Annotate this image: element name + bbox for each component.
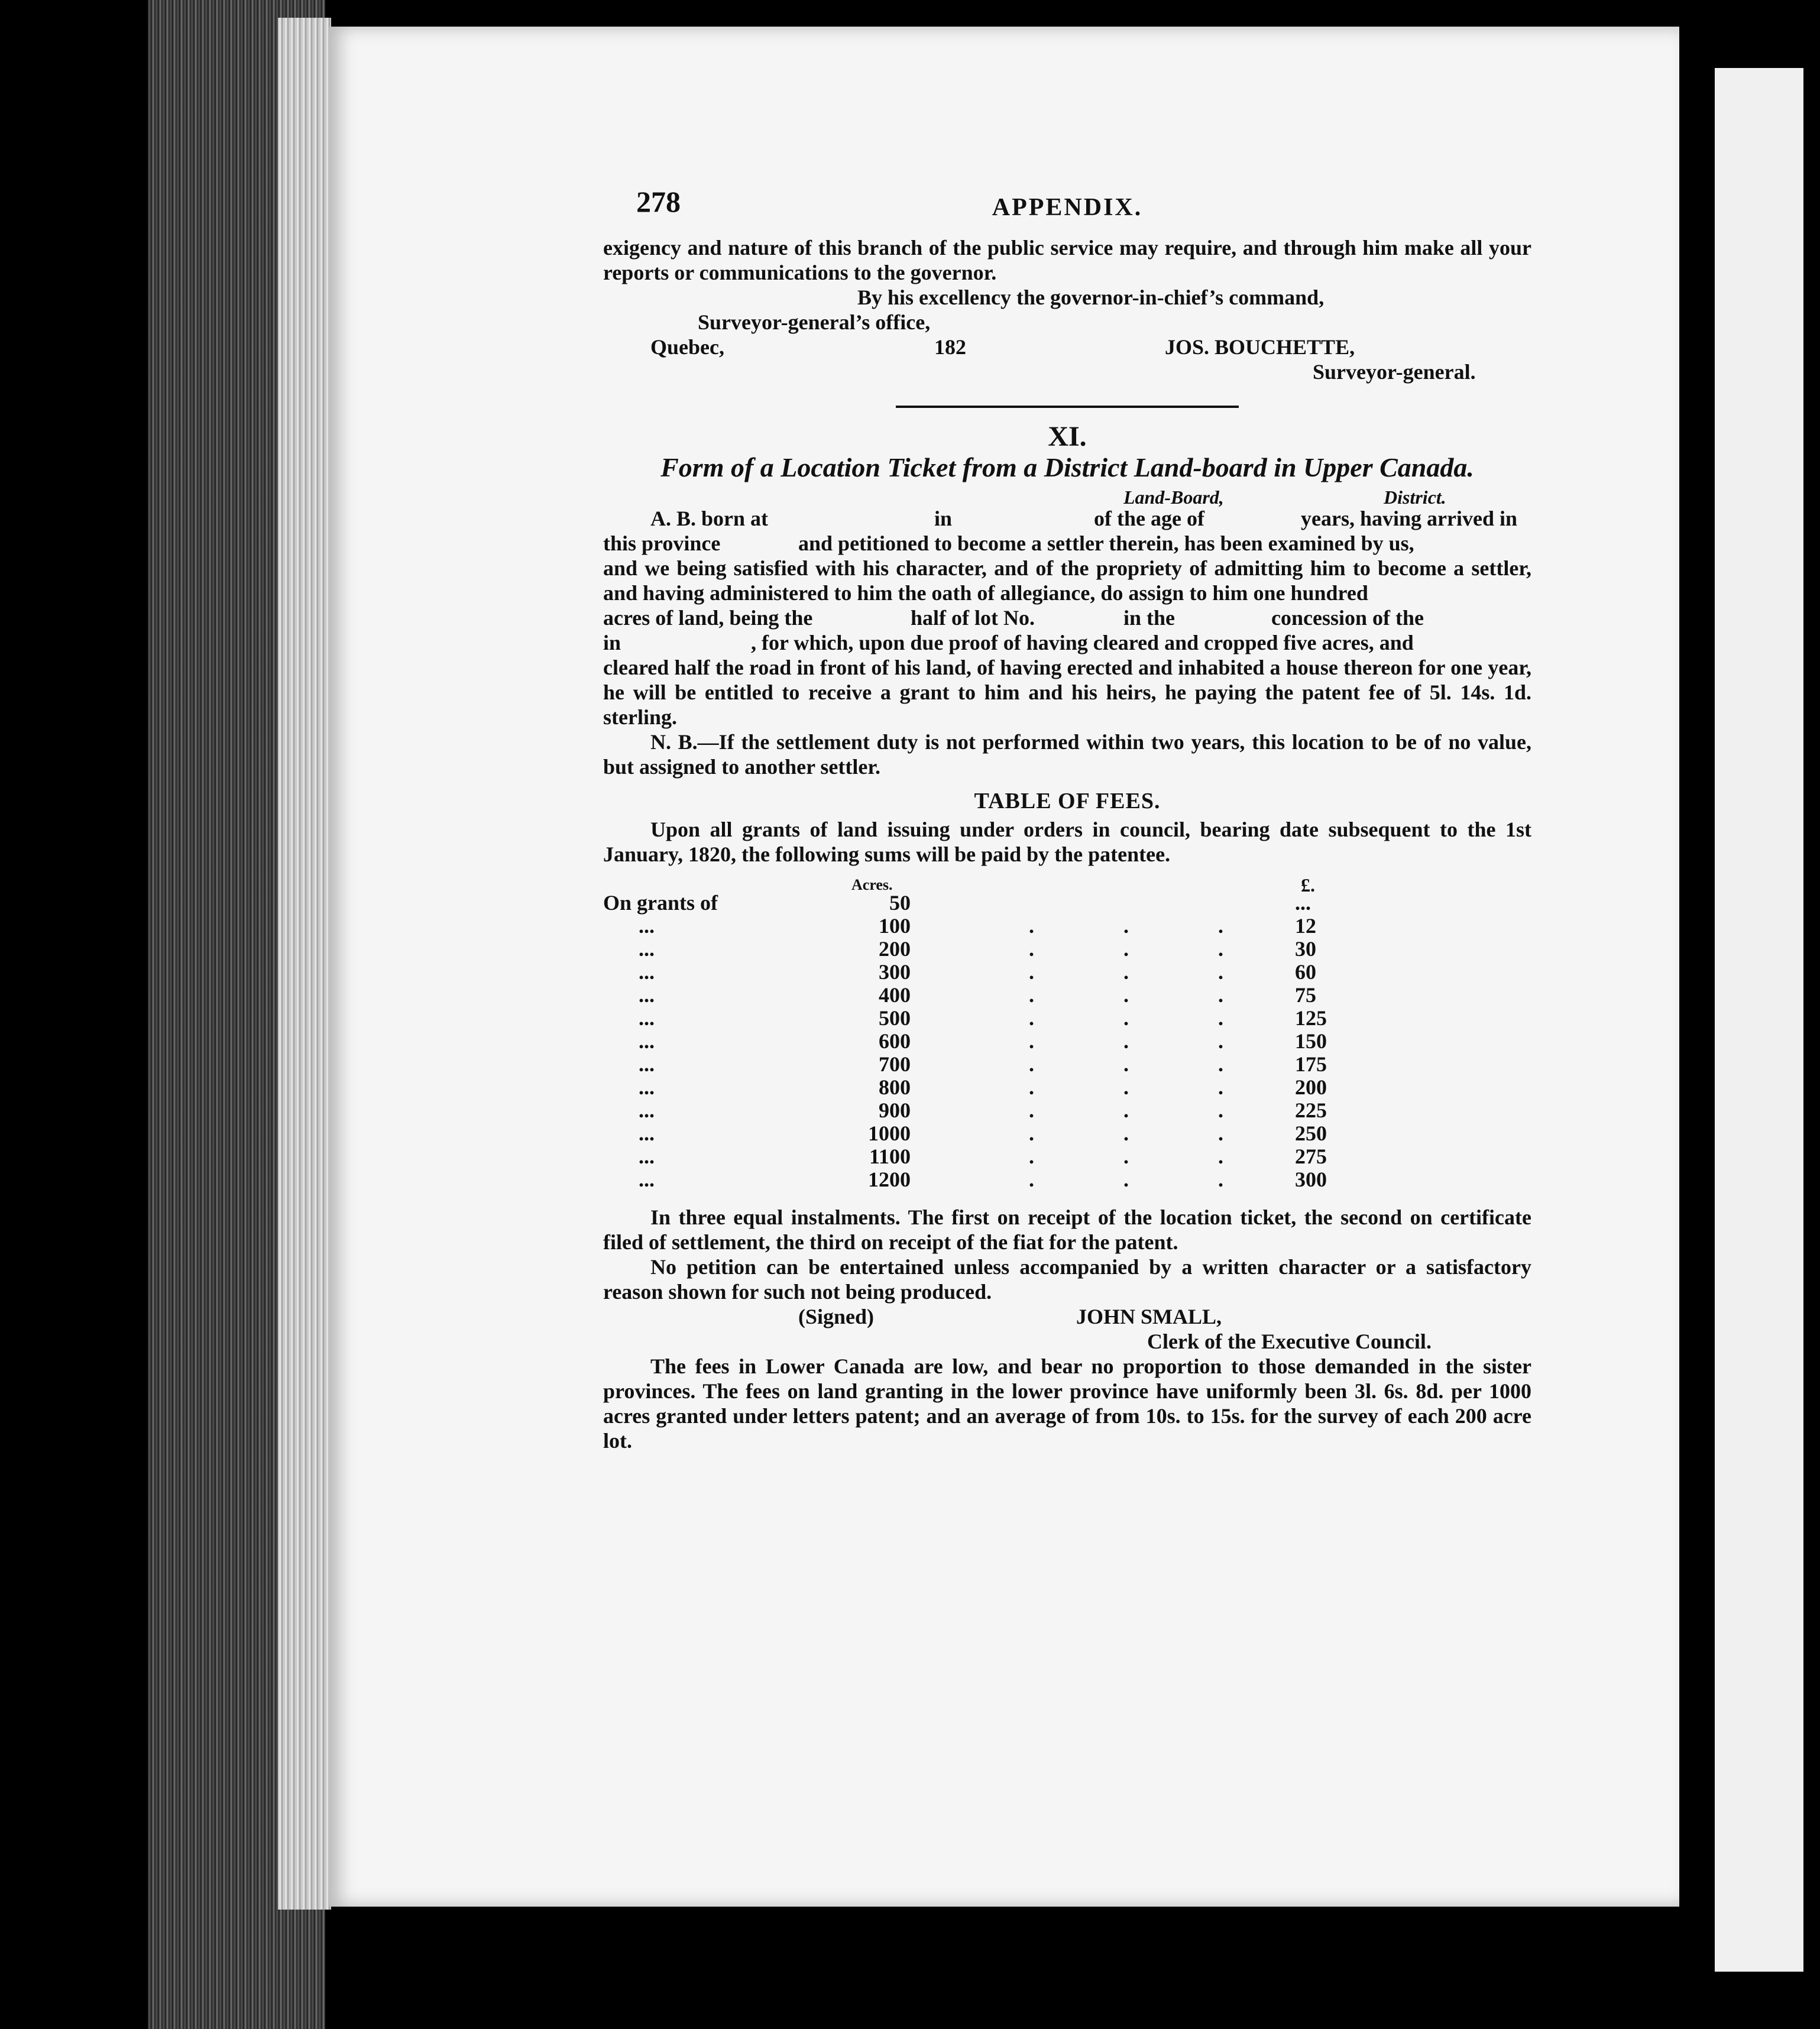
grant-label: On grants of: [603, 891, 718, 915]
leader-dot: .: [1123, 1029, 1129, 1053]
acres-value: 900: [879, 1098, 911, 1122]
ticket-fragment: years, having arrived in: [1301, 507, 1517, 530]
land-board-label: Land-Board,: [1123, 487, 1224, 508]
leader-dot: .: [1218, 1006, 1223, 1030]
district-label: District.: [1384, 487, 1446, 508]
page-number: 278: [636, 185, 681, 218]
fee-value: ...: [1295, 891, 1311, 915]
leader-dot: .: [1218, 1122, 1223, 1145]
leader-dot: .: [1218, 1029, 1223, 1053]
acres-value: 50: [889, 891, 911, 915]
leader-dot: .: [1029, 1145, 1034, 1168]
leader-dot: .: [1029, 937, 1034, 961]
leader-dot: .: [1218, 1075, 1223, 1099]
closing-signer: JOHN SMALL,: [1076, 1305, 1222, 1328]
leader-dot: .: [1029, 1122, 1034, 1145]
fees-intro: Upon all grants of land issuing under orders in council, bearing date subsequent to the 1st January, 1820, the following sums will be paid by the patentee.: [603, 818, 1531, 866]
fees-table-row: [603, 1075, 1531, 1098]
form-subheading: [603, 485, 1531, 506]
ticket-fragment: and petitioned to become a settler therein, has been examined by us,: [798, 531, 1414, 555]
leader-dot: .: [1123, 1145, 1129, 1168]
fee-value: 300: [1295, 1168, 1327, 1191]
leader-dot: .: [1218, 1145, 1223, 1168]
ticket-line-2: [603, 531, 1531, 556]
grant-label: ...: [639, 1075, 655, 1099]
leader-dot: .: [1123, 1075, 1129, 1099]
leader-dot: .: [1123, 937, 1129, 961]
grant-label: ...: [639, 1145, 655, 1168]
fees-table: [603, 873, 1531, 1192]
running-head: APPENDIX.: [992, 194, 1143, 221]
ticket-line-acres: [603, 605, 1531, 630]
grant-label: ...: [639, 1006, 655, 1030]
leader-dot: .: [1123, 914, 1129, 938]
fee-value: 75: [1295, 983, 1316, 1007]
acres-value: 200: [879, 937, 911, 961]
signer-title: Surveyor-general.: [1313, 360, 1476, 384]
signed-line: [603, 1304, 1531, 1329]
leader-dot: .: [1029, 1168, 1034, 1191]
grant-label: ...: [639, 1098, 655, 1122]
form-title: Form of a Location Ticket from a District Land-board in Upper Canada.: [660, 452, 1474, 482]
leader-dot: .: [1029, 1098, 1034, 1122]
acres-value: 1000: [868, 1122, 911, 1145]
grant-label: ...: [639, 1029, 655, 1053]
fee-value: 175: [1295, 1052, 1327, 1076]
fees-table-row: [603, 960, 1531, 983]
leader-dot: .: [1218, 1168, 1223, 1191]
leader-dot: .: [1123, 1098, 1129, 1122]
fees-table-row: [603, 1167, 1531, 1190]
fees-table-row: [603, 1144, 1531, 1167]
ticket-line-1: [603, 506, 1531, 531]
year: 182: [934, 335, 966, 359]
ticket-fragment: of the age of: [1094, 507, 1204, 530]
pound-header: £.: [1301, 874, 1315, 896]
grant-label: ...: [639, 1122, 655, 1145]
grant-label: ...: [639, 914, 655, 938]
leader-dot: .: [1218, 983, 1223, 1007]
fee-value: 125: [1295, 1006, 1327, 1030]
grant-label: ...: [639, 983, 655, 1007]
ticket-body: and we being satisfied with his character, and of the propriety of admitting him to become a settler, and having administered to him the oath of allegiance, do assign to him one hundred: [603, 556, 1531, 605]
leader-dot: .: [1029, 983, 1034, 1007]
leader-dot: .: [1218, 937, 1223, 961]
signature-line: [603, 335, 1531, 359]
acres-value: 800: [879, 1075, 911, 1099]
page-content: [603, 171, 1531, 1453]
leader-dot: .: [1218, 960, 1223, 984]
office-line: Surveyor-general’s office,: [698, 310, 931, 334]
fees-table-row: [603, 1006, 1531, 1029]
leader-dot: .: [1123, 1122, 1129, 1145]
fees-table-row: [603, 1121, 1531, 1144]
ticket-line-in: [603, 630, 1531, 655]
leader-dot: .: [1029, 914, 1034, 938]
fee-value: 275: [1295, 1145, 1327, 1168]
leader-dot: .: [1029, 1052, 1034, 1076]
leader-dot: .: [1029, 1006, 1034, 1030]
fee-value: 60: [1295, 960, 1316, 984]
instalments-text: In three equal instalments. The first on receipt of the location ticket, the second on certificate filed of settlement, the third on receipt of the fiat for the patent.: [603, 1205, 1531, 1254]
signed-label: (Signed): [798, 1305, 875, 1328]
grant-label: ...: [639, 1052, 655, 1076]
acres-value: 100: [879, 914, 911, 938]
ticket-fragment: in: [603, 631, 621, 654]
fees-table-title: TABLE OF FEES.: [974, 789, 1161, 813]
petition-text: No petition can be entertained unless accompanied by a written character or a satisfactory reason shown for such not being produced.: [603, 1255, 1531, 1304]
ticket-fragment: acres of land, being the: [603, 606, 813, 630]
fees-table-row: [603, 1098, 1531, 1121]
page-header: [603, 171, 1531, 225]
leader-dot: .: [1123, 1006, 1129, 1030]
acres-value: 1200: [868, 1168, 911, 1191]
closing-signer-title-line: [603, 1329, 1531, 1354]
intro-text: exigency and nature of this branch of the public service may require, and through him make all your reports or communications to the governor.: [603, 236, 1531, 284]
acres-value: 1100: [869, 1145, 911, 1168]
fees-table-row: [603, 913, 1531, 936]
leader-dot: .: [1218, 1052, 1223, 1076]
leader-dot: .: [1029, 1075, 1034, 1099]
leader-dot: .: [1123, 1052, 1129, 1076]
fees-table-row: [603, 983, 1531, 1006]
ticket-fragment: in: [934, 507, 953, 530]
signer-name: JOS. BOUCHETTE,: [1165, 335, 1355, 359]
fee-value: 250: [1295, 1122, 1327, 1145]
acres-value: 700: [879, 1052, 911, 1076]
grant-label: ...: [639, 937, 655, 961]
final-paragraph: The fees in Lower Canada are low, and bear no proportion to those demanded in the sister provinces. The fees on land granting in the lower province have uniformly been 3l. 6s. 8d. per 1000 acres granted under letters patent; and an average of from 10s. to 15s. for the survey of each 200 acre lot.: [603, 1354, 1531, 1453]
leader-dot: .: [1123, 960, 1129, 984]
fee-value: 225: [1295, 1098, 1327, 1122]
leader-dot: .: [1123, 983, 1129, 1007]
ticket-fragment: A. B. born at: [650, 507, 769, 530]
ticket-fragment: this province: [603, 531, 721, 555]
fees-table-row: [603, 1052, 1531, 1075]
leader-dot: .: [1029, 960, 1034, 984]
signer-title-line: [603, 359, 1531, 384]
place: Quebec,: [650, 335, 724, 359]
acres-value: 400: [879, 983, 911, 1007]
closing-signer-title: Clerk of the Executive Council.: [1147, 1330, 1432, 1353]
fee-value: 12: [1295, 914, 1316, 938]
fee-value: 200: [1295, 1075, 1327, 1099]
acres-value: 300: [879, 960, 911, 984]
grant-label: ...: [639, 960, 655, 984]
section-number: XI.: [1048, 421, 1087, 452]
acres-value: 500: [879, 1006, 911, 1030]
grant-label: ...: [639, 1168, 655, 1191]
section-rule: [896, 406, 1239, 408]
ticket-fragment: half of lot No.: [911, 606, 1035, 630]
acres-value: 600: [879, 1029, 911, 1053]
ticket-fragment: in the: [1123, 606, 1175, 630]
fees-table-row: [603, 936, 1531, 960]
book-page-edges-light: [278, 18, 331, 1910]
acres-header: Acres.: [851, 876, 893, 893]
leader-dot: .: [1218, 1098, 1223, 1122]
command-line: By his excellency the governor-in-chief’s command,: [857, 286, 1324, 309]
ticket-fragment: concession of the: [1271, 606, 1424, 630]
ticket-rest: cleared half the road in front of his land, of having erected and inhabited a house thereon for one year, he will be entitled to receive a grant to him and his heirs, he paying the patent fee of 5l. 14s. 1d. sterling.: [603, 656, 1531, 729]
ticket-note: N. B.—If the settlement duty is not performed within two years, this location to be of no value, but assigned to another settler.: [603, 730, 1531, 779]
fee-value: 30: [1295, 937, 1316, 961]
next-page-edge: [1715, 68, 1803, 1972]
leader-dot: .: [1029, 1029, 1034, 1053]
fee-value: 150: [1295, 1029, 1327, 1053]
ticket-fragment: , for which, upon due proof of having cleared and cropped five acres, and: [751, 631, 1414, 654]
fees-table-row: [603, 1029, 1531, 1052]
leader-dot: .: [1218, 914, 1223, 938]
fees-table-row: [603, 890, 1531, 913]
leader-dot: .: [1123, 1168, 1129, 1191]
